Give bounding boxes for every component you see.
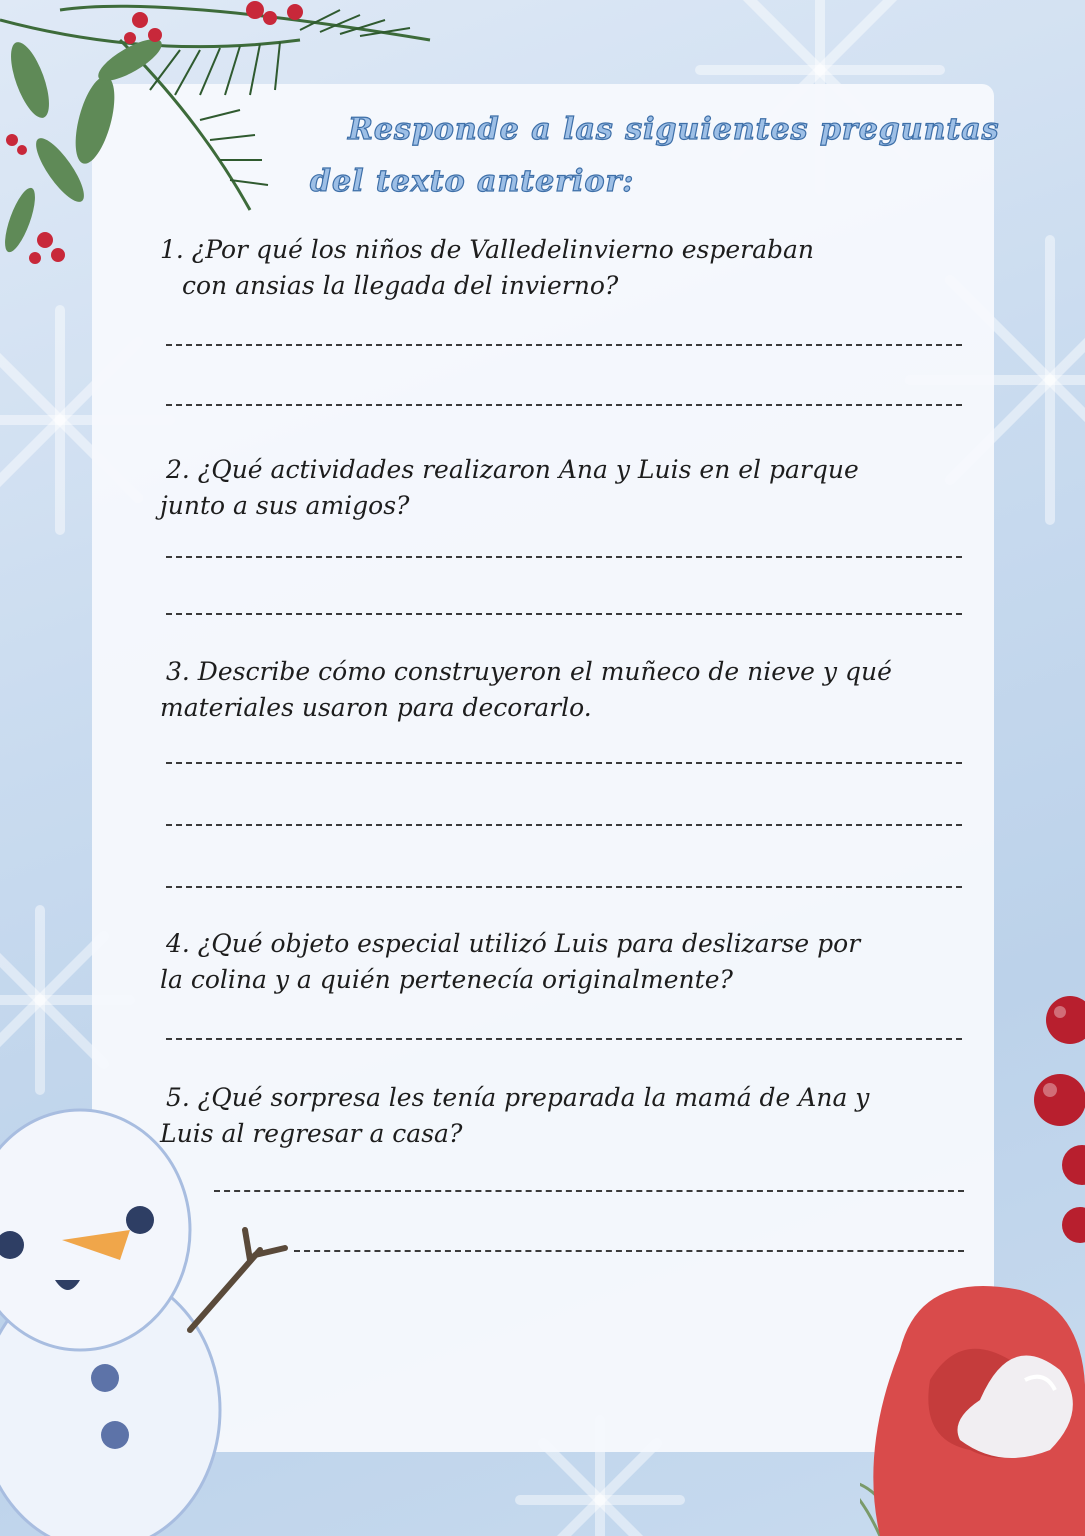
question-5-line-1: 5. ¿Qué sorpresa les tenía preparada la mamá de Ana y — [166, 1083, 870, 1112]
question-4 — [160, 926, 860, 998]
question-3-line-2: materiales usaron para decorarlo. — [160, 693, 592, 722]
answer-line-5a[interactable] — [214, 1190, 964, 1192]
question-5-line-2: Luis al regresar a casa? — [160, 1119, 463, 1148]
answer-line-3b[interactable] — [166, 824, 962, 826]
red-berries-icon — [1030, 990, 1085, 1250]
title-line-2: del texto anterior: — [310, 164, 635, 199]
answer-line-4a[interactable] — [166, 1038, 962, 1040]
answer-line-2b[interactable] — [166, 613, 962, 615]
answer-line-2a[interactable] — [166, 556, 962, 558]
question-5 — [160, 1080, 869, 1152]
question-2-line-2: junto a sus amigos? — [160, 491, 410, 520]
red-mitten-icon — [860, 1270, 1085, 1536]
question-2 — [160, 452, 859, 524]
question-1-line-1: 1. ¿Por qué los niños de Valledelinvierno esperaban — [160, 235, 814, 264]
title-line-1: Responde a las siguientes preguntas — [348, 112, 1000, 147]
question-4-line-2: la colina y a quién pertenecía originalmente? — [160, 965, 733, 994]
answer-line-1a[interactable] — [166, 344, 962, 346]
question-3 — [160, 654, 892, 726]
question-1 — [160, 232, 814, 304]
question-2-line-1: 2. ¿Qué actividades realizaron Ana y Luis en el parque — [166, 455, 859, 484]
question-3-line-1: 3. Describe cómo construyeron el muñeco de nieve y qué — [166, 657, 892, 686]
answer-line-5b[interactable] — [294, 1250, 964, 1252]
answer-line-1b[interactable] — [166, 404, 962, 406]
question-4-line-1: 4. ¿Qué objeto especial utilizó Luis para deslizarse por — [166, 929, 861, 958]
answer-line-3a[interactable] — [166, 762, 962, 764]
answer-line-3c[interactable] — [166, 886, 962, 888]
question-1-line-2: con ansias la llegada del invierno? — [182, 271, 619, 300]
snowman-icon — [0, 1100, 300, 1536]
worksheet-title — [310, 104, 1010, 208]
